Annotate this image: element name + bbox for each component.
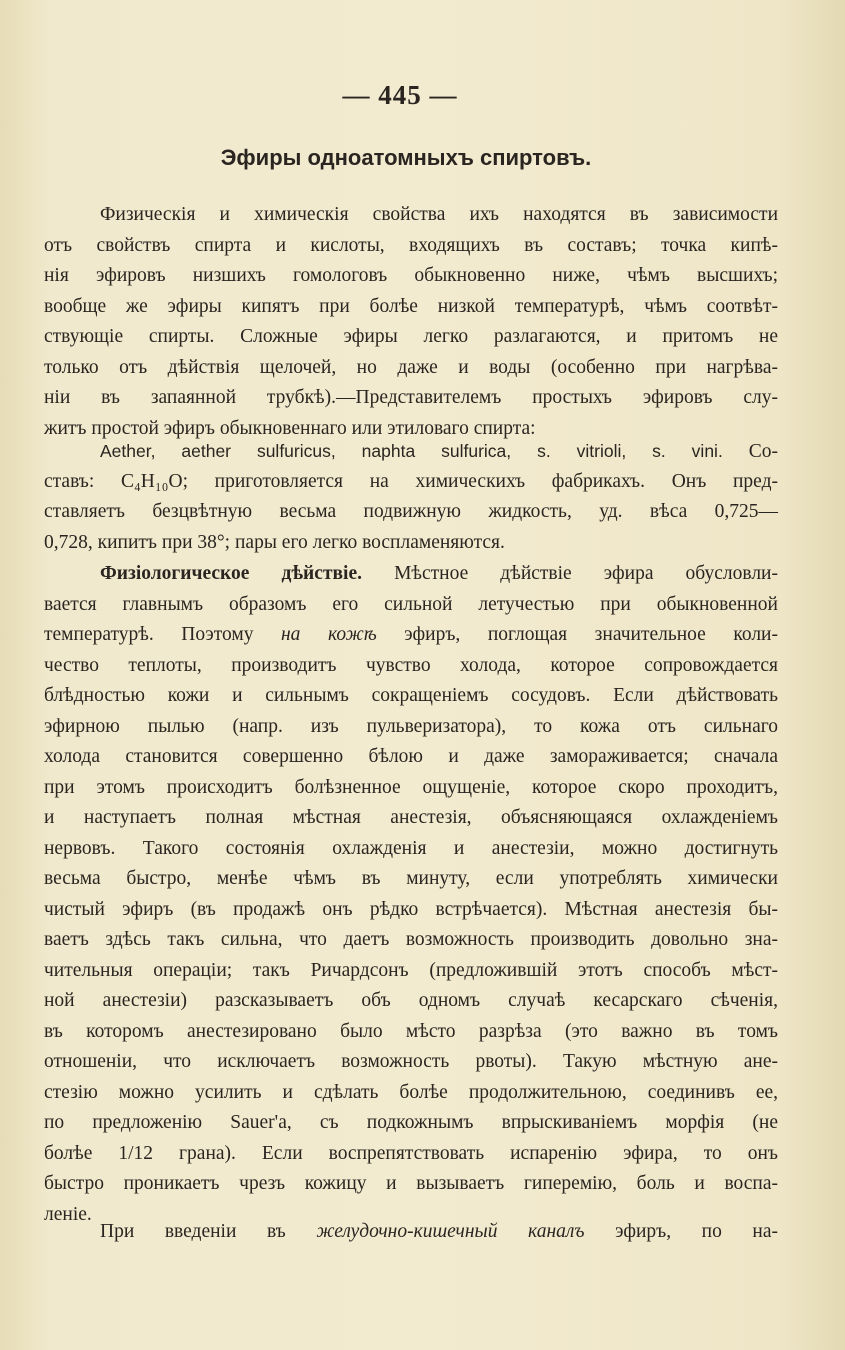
text-line: эфирною пылью (напр. изъ пульверизатора), то кожа отъ сильнаго xyxy=(44,715,778,737)
text-line: чистый эфиръ (въ продажѣ онъ рѣдко встрѣчается). Мѣстная анестезія бы- xyxy=(44,898,778,920)
text-line: чество теплоты, производитъ чувство холода, которое сопровождается xyxy=(44,654,778,676)
text-line: въ которомъ анестезировано было мѣсто разрѣза (это важно въ томъ xyxy=(44,1020,778,1042)
text-run: эфиръ, по на- xyxy=(584,1221,778,1242)
text-line: нервовъ. Такого состоянія охлажденія и анестезіи, можно достигнуть xyxy=(44,837,778,859)
paragraph-physiology xyxy=(44,559,778,1230)
text-run: Со- xyxy=(748,441,779,462)
text-line: по предложенію Sauer'а, съ подкожнымъ впрыскиваніемъ морфія (не xyxy=(44,1112,778,1133)
italic-term: на кожѣ xyxy=(280,624,377,645)
text-line: вообще же эфиры кипятъ при болѣе низкой температурѣ, чѣмъ соотвѣт- xyxy=(44,295,778,317)
subheading-physiology: Физіологическое дѣйствіе. xyxy=(100,563,363,584)
text-line: ваетъ здѣсь такъ сильна, что даетъ возможность производить довольно зна- xyxy=(44,929,778,950)
page-number: — 445 — xyxy=(342,80,458,110)
text-line: при этомъ происходитъ болѣзненное ощущеніе, которое скоро проходитъ, xyxy=(44,776,778,798)
text-line: ствующіе спирты. Сложные эфиры легко разлагаются, и притомъ не xyxy=(44,326,778,347)
text-line xyxy=(44,1217,778,1248)
text-line: весьма быстро, менѣе чѣмъ въ минуту, если употреблять химически xyxy=(44,868,778,889)
text-line: быстро проникаетъ чрезъ кожицу и вызываетъ гиперемію, боль и воспа- xyxy=(44,1173,778,1194)
text-line: ніи въ запаянной трубкѣ).—Представителемъ простыхъ эфировъ слу- xyxy=(44,387,778,408)
text-line: житъ простой эфиръ обыкновеннаго или этиловаго спирта: xyxy=(44,417,536,439)
text-line: отъ свойствъ спирта и кислоты, входящихъ въ составъ; точка кипѣ- xyxy=(44,234,778,256)
text-line: стезію можно усилить и сдѣлать болѣе продолжительною, соединивъ ее, xyxy=(44,1081,778,1103)
text-line xyxy=(44,620,778,651)
italic-term: желудочно-кишечный каналъ xyxy=(316,1221,585,1242)
text-run: Мѣстное дѣйствіе эфира обусловли- xyxy=(362,563,778,584)
text-line: только отъ дѣйствія щелочей, но даже и воды (особенно при нагрѣва- xyxy=(44,356,778,378)
text-line: отношеніи, что исключаетъ возможность рвоты). Такую мѣстную ане- xyxy=(44,1051,778,1072)
text-line: нія эфировъ низшихъ гомологовъ обыкновенно ниже, чѣмъ высшихъ; xyxy=(44,265,778,286)
text-run: температурѣ. Поэтому xyxy=(44,624,281,645)
paragraph-properties xyxy=(44,200,778,444)
text-line: вается главнымъ образомъ его сильной летучестью при обыкновенной xyxy=(44,593,778,615)
text-run: эфиръ, поглощая значительное коли- xyxy=(376,624,778,645)
text-line: леніе. xyxy=(44,1203,92,1225)
text-line: ставъ: C₄H₁₀O; приготовляется на химическихъ фабрикахъ. Онъ пред- xyxy=(44,470,778,492)
text-line: Физическія и химическія свойства ихъ находятся въ зависимости xyxy=(100,204,778,225)
text-line: чительныя операціи; такъ Ричардсонъ (предложившій этотъ способъ мѣст- xyxy=(44,959,778,981)
text-line xyxy=(44,559,778,590)
text-line: ставляетъ безцвѣтную весьма подвижную жидкость, уд. вѣса 0,725— xyxy=(44,501,778,522)
text-line: холода становится совершенно бѣлою и даже замораживается; сначала xyxy=(44,746,778,767)
paragraph-gastro xyxy=(44,1217,778,1248)
text-line xyxy=(44,436,778,467)
text-line: и наступаетъ полная мѣстная анестезія, объясняющаяся охлажденіемъ xyxy=(44,807,778,828)
text-line: ной анестезіи) разсказываетъ объ одномъ случаѣ кесарскаго сѣченія, xyxy=(44,990,778,1011)
text-line: болѣе 1/12 грана). Если воспрепятствовать испаренію эфира, то онъ xyxy=(44,1142,778,1164)
text-run: При введеніи въ xyxy=(100,1221,317,1242)
text-line: блѣдностью кожи и сильнымъ сокращеніемъ сосудовъ. Если дѣйствовать xyxy=(44,685,778,706)
latin-names: Aether, aether sulfuricus, naphta sulfurica, s. vitrioli, s. vini. xyxy=(100,441,723,461)
text-line: 0,728, кипитъ при 38°; пары его легко воспламеняются. xyxy=(44,531,505,553)
section-heading: Эфиры одноатомныхъ спиртовъ. xyxy=(220,145,592,170)
paragraph-aether xyxy=(44,436,778,558)
